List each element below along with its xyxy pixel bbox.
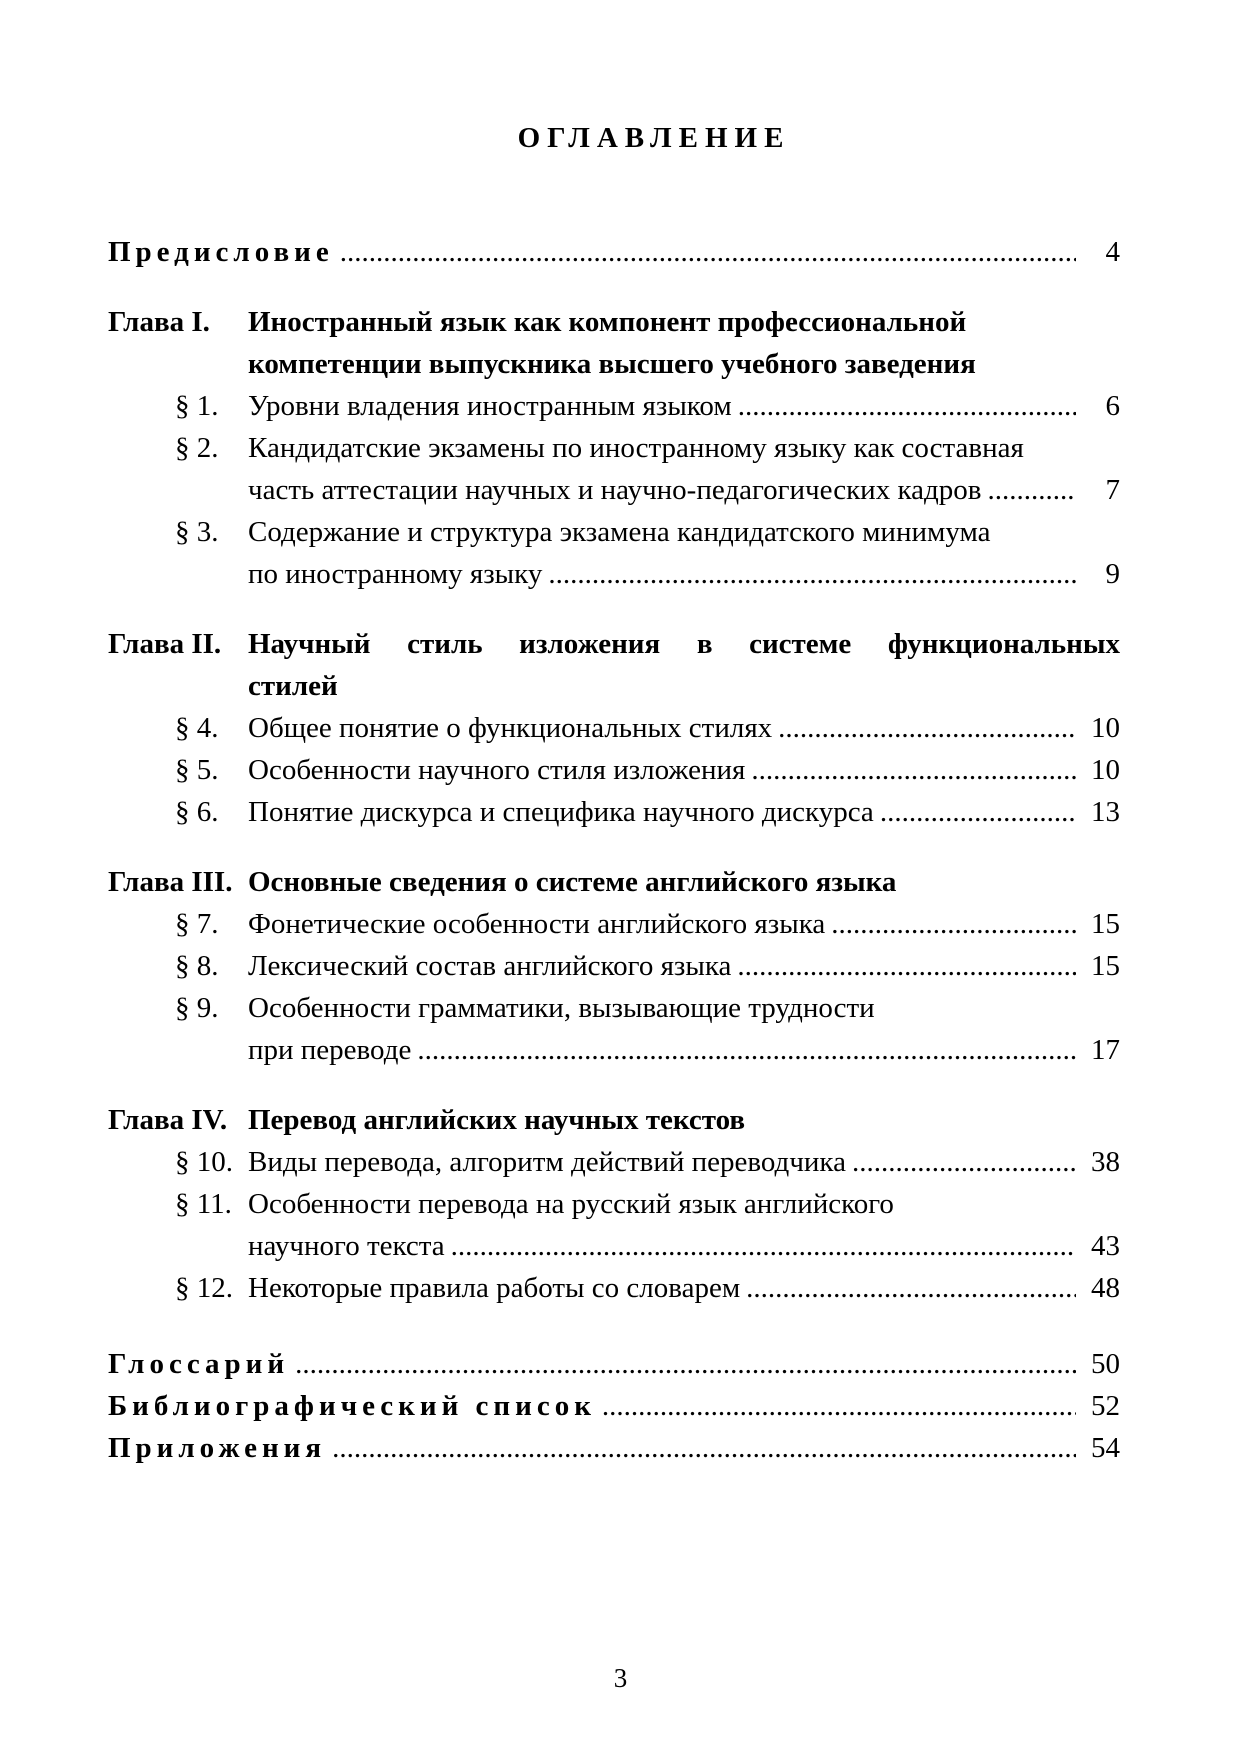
- backmatter-label: Глоссарий: [108, 1348, 290, 1380]
- chapter-title-line: Перевод английских научных текстов: [248, 1104, 746, 1136]
- toc-section-entry: [108, 385, 1120, 427]
- section-title-line: часть аттестации научных и научно-педагогических кадров: [248, 474, 982, 506]
- chapter-heading: [108, 861, 1120, 903]
- section-title: Особенности научного стиля изложения: [248, 754, 746, 786]
- toc-section-entry: [108, 791, 1120, 833]
- chapter-title-line: Основные сведения о системе английского языка: [248, 866, 897, 898]
- chapter-heading: [108, 623, 1120, 665]
- chapter-label: Глава III.: [108, 866, 233, 898]
- section-title-line: научного текста: [248, 1230, 445, 1262]
- page-number: 10: [1091, 754, 1120, 786]
- section-title: Содержание и структура экзамена кандидатского минимума: [248, 516, 991, 548]
- chapter-label: Глава II.: [108, 628, 222, 660]
- dot-leader: [831, 903, 1076, 945]
- section-title: Фонетические особенности английского языка: [248, 908, 826, 940]
- chapter-heading: [108, 1099, 1120, 1141]
- footer-page-number: 3: [613, 1663, 628, 1693]
- section-title: Особенности перевода на русский язык английского: [248, 1188, 894, 1220]
- toc-chapter-3: [108, 861, 1120, 1071]
- section-title: Общее понятие о функциональных стилях: [248, 712, 773, 744]
- dot-leader: [295, 1343, 1076, 1385]
- section-title: Кандидатские экзамены по иностранному языку как составная: [248, 432, 1024, 464]
- section-number: § 12.: [175, 1272, 233, 1304]
- page-number: 38: [1091, 1146, 1120, 1178]
- page-number: 7: [1105, 474, 1120, 506]
- preface-label: Предисловие: [108, 236, 334, 268]
- toc-section-entry: [108, 1141, 1120, 1183]
- chapter-title-line: компетенции выпускника высшего учебного заведения: [248, 348, 976, 380]
- dot-leader: [451, 1225, 1076, 1267]
- toc-chapter-1: [108, 301, 1120, 595]
- chapter-label: Глава IV.: [108, 1104, 228, 1136]
- section-title: Понятие дискурса и специфика научного дискурса: [248, 796, 874, 828]
- page-number: 43: [1091, 1230, 1120, 1262]
- section-number: § 7.: [175, 908, 219, 940]
- dot-leader: [548, 553, 1076, 595]
- section-number: § 5.: [175, 754, 219, 786]
- toc-backmatter-entry: [108, 1427, 1120, 1469]
- page-number: 52: [1091, 1390, 1120, 1422]
- section-number: § 6.: [175, 796, 219, 828]
- page-title: ОГЛАВЛЕНИЕ: [517, 122, 791, 154]
- toc-section-continuation: [248, 553, 1120, 595]
- section-number: § 2.: [175, 432, 219, 464]
- chapter-heading-continuation: [248, 665, 1120, 707]
- chapter-title-line: Научный стиль изложения в системе функциональных: [248, 628, 1120, 660]
- section-number: § 10.: [175, 1146, 233, 1178]
- dot-leader: [751, 749, 1076, 791]
- dot-leader: [602, 1385, 1076, 1427]
- toc-section-entry: [108, 427, 1120, 469]
- dot-leader: [746, 1267, 1076, 1309]
- dot-leader: [417, 1029, 1076, 1071]
- chapter-title-line: стилей: [248, 670, 338, 702]
- dot-leader: [738, 385, 1076, 427]
- dot-leader: [852, 1141, 1076, 1183]
- section-number: § 9.: [175, 992, 219, 1024]
- toc-section-entry: [108, 1267, 1120, 1309]
- section-title: Лексический состав английского языка: [248, 950, 732, 982]
- dot-leader: [880, 791, 1076, 833]
- toc-section-continuation: [248, 1029, 1120, 1071]
- toc-backmatter-entry: [108, 1385, 1120, 1427]
- page-number: 17: [1091, 1034, 1120, 1066]
- page-number: 10: [1091, 712, 1120, 744]
- page-number: 13: [1091, 796, 1120, 828]
- toc-backmatter: [108, 1343, 1120, 1469]
- toc-section-entry: [108, 749, 1120, 791]
- section-number: § 1.: [175, 390, 219, 422]
- chapter-label: Глава I.: [108, 306, 210, 338]
- dot-leader: [987, 469, 1076, 511]
- toc-section-continuation: [248, 469, 1120, 511]
- section-title-line: по иностранному языку: [248, 558, 543, 590]
- section-number: § 3.: [175, 516, 219, 548]
- section-title: Некоторые правила работы со словарем: [248, 1272, 741, 1304]
- page-number: 4: [1105, 236, 1120, 268]
- chapter-heading-continuation: [248, 343, 1120, 385]
- toc-section-entry: [108, 511, 1120, 553]
- toc-backmatter-entry: [108, 1343, 1120, 1385]
- dot-leader: [340, 231, 1076, 273]
- page-number: 48: [1091, 1272, 1120, 1304]
- toc-preface-entry: [108, 231, 1120, 273]
- toc-section-entry: [108, 707, 1120, 749]
- page-number: 9: [1105, 558, 1120, 590]
- page-number: 50: [1091, 1348, 1120, 1380]
- backmatter-label: Библиографический список: [108, 1390, 596, 1422]
- section-title: Виды перевода, алгоритм действий переводчика: [248, 1146, 846, 1178]
- section-number: § 11.: [175, 1188, 232, 1220]
- toc-section-continuation: [248, 1225, 1120, 1267]
- toc-section-entry: [108, 945, 1120, 987]
- dot-leader: [778, 707, 1076, 749]
- section-title: Особенности грамматики, вызывающие трудности: [248, 992, 875, 1024]
- chapter-title-line: Иностранный язык как компонент профессиональной: [248, 306, 967, 338]
- toc-section-entry: [108, 1183, 1120, 1225]
- page-number: 15: [1091, 950, 1120, 982]
- toc-chapter-2: [108, 623, 1120, 833]
- toc-section-entry: [108, 987, 1120, 1029]
- page-number: 6: [1105, 390, 1120, 422]
- backmatter-label: Приложения: [108, 1432, 327, 1464]
- page-number: 54: [1091, 1432, 1120, 1464]
- section-number: § 8.: [175, 950, 219, 982]
- dot-leader: [737, 945, 1076, 987]
- toc-chapter-4: [108, 1099, 1120, 1309]
- chapter-heading: [108, 301, 1120, 343]
- toc-section-entry: [108, 903, 1120, 945]
- dot-leader: [332, 1427, 1076, 1469]
- section-title: Уровни владения иностранным языком: [248, 390, 732, 422]
- page-number: 15: [1091, 908, 1120, 940]
- section-number: § 4.: [175, 712, 219, 744]
- section-title-line: при переводе: [248, 1034, 412, 1066]
